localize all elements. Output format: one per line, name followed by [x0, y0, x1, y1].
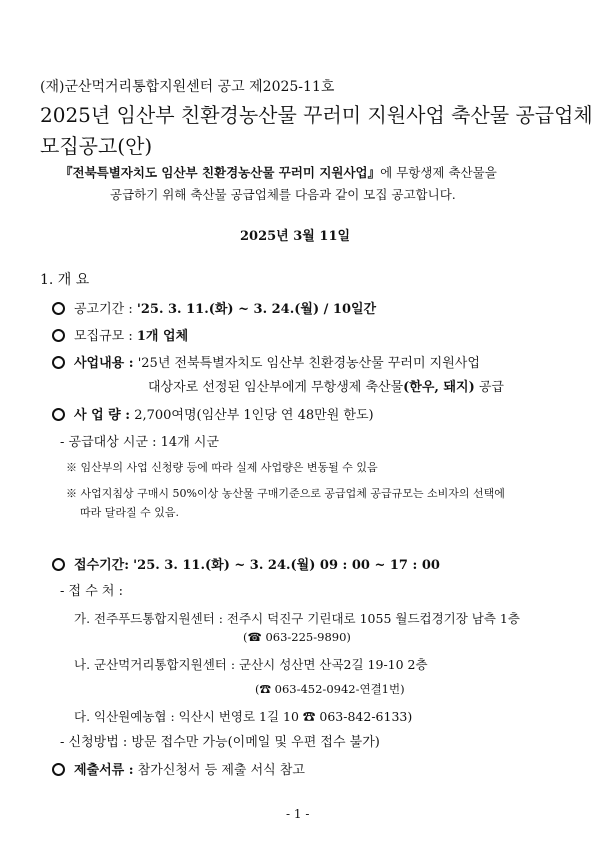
notice-date: 2025년 3월 11일 [240, 229, 351, 244]
scale-label: 모집규모 : [74, 329, 133, 344]
content-line2 [148, 381, 504, 394]
document-title-line2: 모집공고(안) [40, 134, 153, 158]
content-row [52, 357, 480, 370]
circle-bullet-icon [52, 329, 65, 342]
content-line2-text: 대상자로 선정된 임산부에게 무항생제 축산물 [148, 380, 404, 395]
period-label: 공고기간 : [74, 302, 133, 317]
submission-docs-row [52, 764, 305, 777]
reception-period-row [52, 559, 440, 572]
content-line1: '25년 전북특별자치도 임산부 친환경농산물 꾸러미 지원사업 [137, 356, 480, 371]
intro-line1-rest: 에 무항생제 축산물을 [380, 165, 497, 180]
reception-place-jeonju-phone: (☎ 063-225-9890) [243, 630, 351, 644]
content-livestock-types: (한우, 돼지) [403, 380, 475, 395]
note-supply-scale-line1: ※ 사업지침상 구매시 50%이상 농산물 구매기준으로 공급업체 공급규모는 소비자의 선택에 [66, 487, 505, 500]
target-regions: - 공급대상 시군 : 14개 시군 [60, 435, 219, 450]
note-volume-change: ※ 임산부의 사업 신청량 등에 따라 실제 사업량은 변동될 수 있음 [66, 461, 378, 474]
reception-place-label: - 접 수 처 : [60, 584, 123, 599]
circle-bullet-icon [52, 356, 65, 369]
notice-number: (재)군산먹거리통합지원센터 공고 제2025-11호 [40, 79, 335, 95]
submission-docs-value: 참가신청서 등 제출 서식 참고 [137, 763, 305, 778]
volume-row [52, 409, 374, 422]
reception-value: '25. 3. 11.(화) ~ 3. 24.(월) 09 : 00 ~ 17 : 00 [133, 558, 440, 573]
content-label: 사업내용 : [74, 356, 134, 371]
volume-label: 사 업 량 : [74, 408, 131, 423]
circle-bullet-icon [52, 302, 65, 315]
reception-place-gunsan-phone: (☎ 063-452-0942-연결1번) [255, 682, 405, 696]
content-line2-end: 공급 [474, 380, 504, 395]
section1-heading: 1. 개 요 [40, 272, 90, 288]
submission-docs-label: 제출서류 : [74, 763, 134, 778]
circle-bullet-icon [52, 558, 65, 571]
period-row [52, 303, 376, 316]
reception-place-gunsan: 나. 군산먹거리통합지원센터 : 군산시 성산면 산곡2길 19-10 2층 [74, 657, 428, 672]
circle-bullet-icon [52, 408, 65, 421]
period-value: '25. 3. 11.(화) ~ 3. 24.(월) / 10일간 [136, 302, 377, 317]
intro-program-name: 『전북특별자치도 임산부 친환경농산물 꾸러미 지원사업』 [60, 165, 381, 180]
scale-row [52, 330, 188, 343]
intro-line1 [60, 167, 497, 180]
page-number: - 1 - [286, 807, 310, 821]
reception-place-jeonju: 가. 전주푸드통합지원센터 : 전주시 덕진구 기린대로 1055 월드컵경기장 남측 1층 [74, 611, 520, 626]
volume-value: 2,700여명(임산부 1인당 연 48만원 한도) [134, 408, 374, 423]
circle-bullet-icon [52, 763, 65, 776]
reception-place-iksan: 다. 익산원예농협 : 익산시 번영로 1길 10 ☎ 063-842-6133) [74, 709, 413, 724]
scale-value: 1개 업체 [136, 329, 189, 344]
note-supply-scale-line2: 따라 달라질 수 있음. [80, 506, 179, 519]
reception-label: 접수기간: [74, 558, 130, 573]
document-title-line1: 2025년 임산부 친환경농산물 꾸러미 지원사업 축산물 공급업체 [40, 103, 593, 127]
application-method: - 신청방법 : 방문 접수만 가능(이메일 및 우편 접수 불가) [60, 735, 380, 750]
intro-line2: 공급하기 위해 축산물 공급업체를 다음과 같이 모집 공고합니다. [110, 187, 456, 202]
